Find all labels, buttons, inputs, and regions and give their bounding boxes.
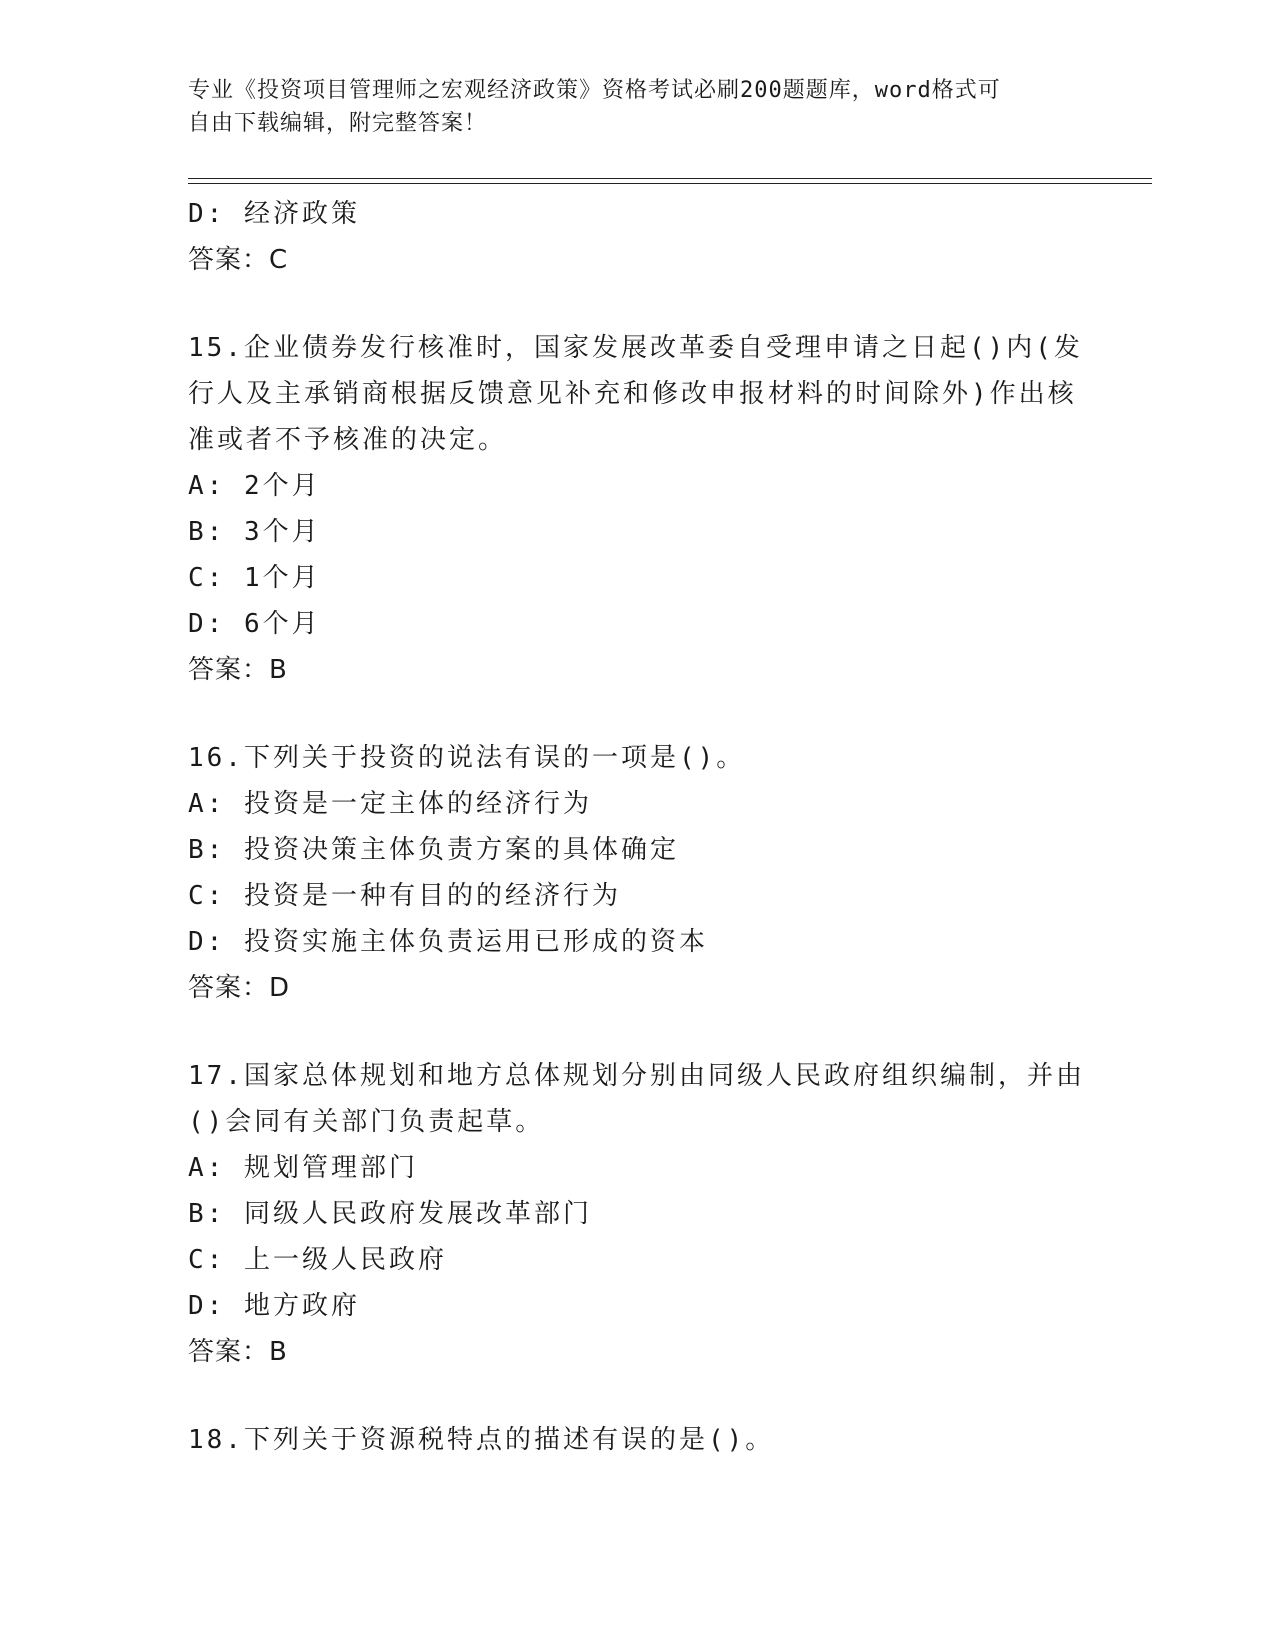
question-text-line: 准或者不予核准的决定。 [188, 425, 508, 455]
header-line-1: 专业《投资项目管理师之宏观经济政策》资格考试必刷200题题库，word格式可 [188, 78, 1001, 103]
question-text-line: 17.国家总体规划和地方总体规划分别由同级人民政府组织编制，并由 [188, 1061, 1085, 1091]
spacer [188, 693, 1088, 735]
option-d: D: 地方政府 [188, 1291, 360, 1321]
question-text-line: 16.下列关于投资的说法有误的一项是()。 [188, 743, 746, 773]
header-rule-top [188, 178, 1152, 179]
option-d: D: 投资实施主体负责运用已形成的资本 [188, 927, 708, 957]
header-rule-bottom [188, 183, 1152, 184]
option-a: A: 投资是一定主体的经济行为 [188, 789, 592, 819]
question-16 [188, 735, 1088, 1011]
option-d: D: 经济政策 [188, 199, 360, 229]
option-a: A: 2个月 [188, 471, 321, 501]
option-b: B: 投资决策主体负责方案的具体确定 [188, 835, 679, 865]
question-text-line: 15.企业债券发行核准时，国家发展改革委自受理申请之日起()内(发 [188, 333, 1083, 363]
spacer [188, 283, 1088, 325]
carryover-block [188, 191, 1088, 283]
spacer [188, 1375, 1088, 1417]
option-c: C: 投资是一种有目的的经济行为 [188, 881, 621, 911]
question-list [188, 191, 1088, 1463]
question-text-line: 18.下列关于资源税特点的描述有误的是()。 [188, 1425, 775, 1455]
option-c: C: 上一级人民政府 [188, 1245, 447, 1275]
answer-line: 答案：D [188, 973, 291, 1003]
spacer [188, 1011, 1088, 1053]
option-a: A: 规划管理部门 [188, 1153, 418, 1183]
answer-line: 答案：B [188, 1337, 288, 1367]
option-b: B: 同级人民政府发展改革部门 [188, 1199, 592, 1229]
question-17 [188, 1053, 1088, 1375]
question-text-line: 行人及主承销商根据反馈意见补充和修改申报材料的时间除外)作出核 [188, 379, 1077, 409]
option-d: D: 6个月 [188, 609, 321, 639]
option-c: C: 1个月 [188, 563, 321, 593]
page-header [188, 74, 1088, 140]
answer-line: 答案：C [188, 245, 289, 275]
question-text-line: ()会同有关部门负责起草。 [188, 1107, 545, 1137]
question-18 [188, 1417, 1088, 1463]
answer-line: 答案：B [188, 655, 288, 685]
header-line-2: 自由下载编辑，附完整答案！ [188, 111, 488, 136]
option-b: B: 3个月 [188, 517, 321, 547]
question-15 [188, 325, 1088, 693]
